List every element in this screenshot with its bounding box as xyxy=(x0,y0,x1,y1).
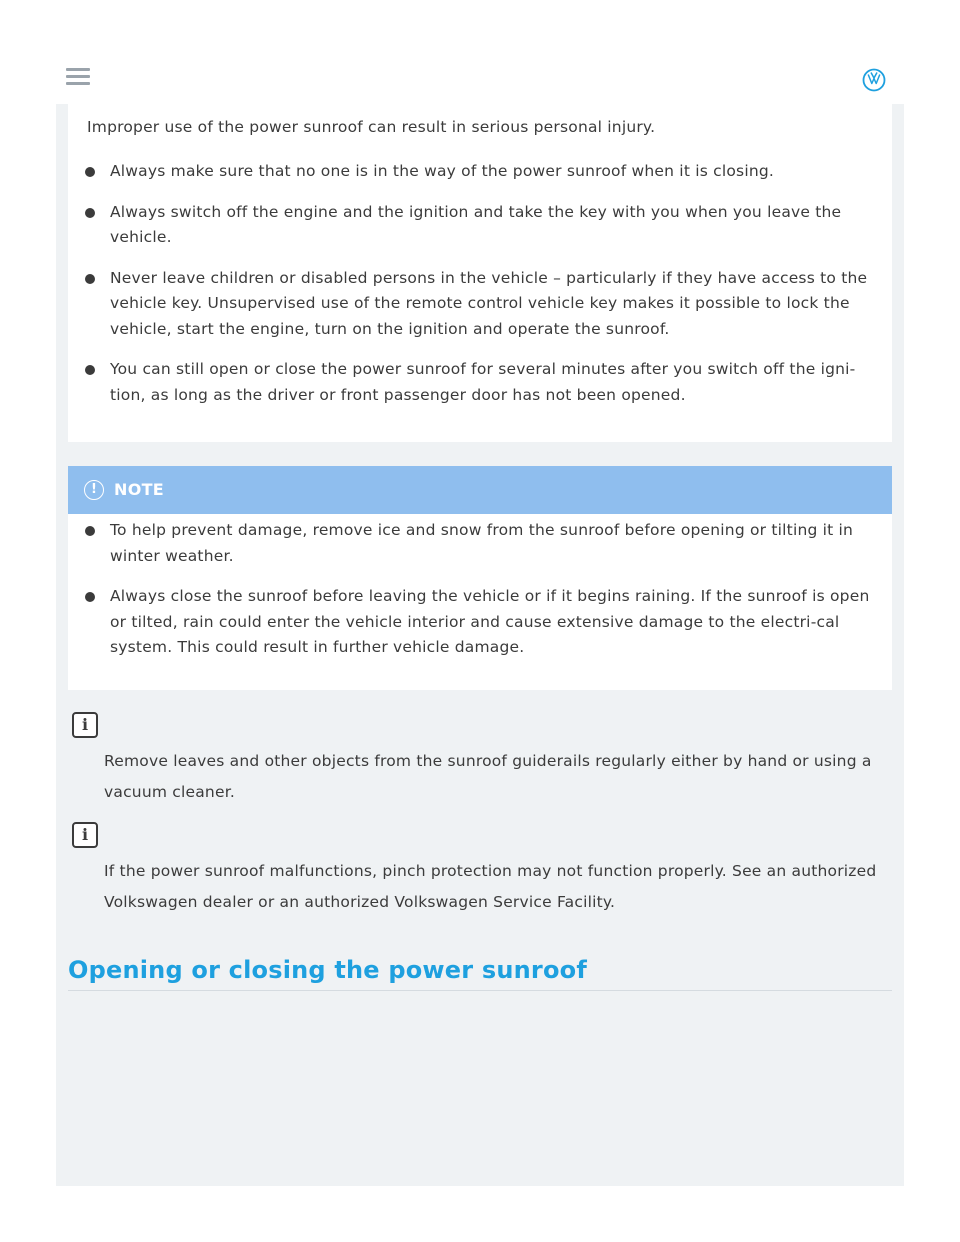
warning-panel xyxy=(68,104,892,442)
list-item: Always make sure that no one is in the way of the power sunroof when it is closing. xyxy=(68,159,892,185)
info-text: If the power sunroof malfunctions, pinch protection may not function properly. See an authorized Volkswagen dealer or an authorized Volkswagen Service Facility. xyxy=(104,862,877,911)
info-text: Remove leaves and other objects from the sunroof guiderails regularly either by hand or using a vacuum cleaner. xyxy=(104,752,872,801)
note-title: NOTE xyxy=(114,480,165,499)
top-bar xyxy=(56,0,904,106)
manual-content xyxy=(56,104,904,1186)
warning-intro: Improper use of the power sunroof can result in serious personal injury. xyxy=(87,118,656,136)
info-icon: i xyxy=(72,712,98,738)
note-header xyxy=(68,466,892,514)
info-icon: i xyxy=(72,822,98,848)
note-list xyxy=(68,518,892,676)
hamburger-menu-icon[interactable] xyxy=(66,68,90,88)
vw-logo-icon[interactable] xyxy=(862,68,886,92)
list-item: Always close the sunroof before leaving the vehicle or if it begins raining. If the sunroof is open or tilted, rain could enter the vehicle interior and cause extensive damage to the electri-cal system. This could result in further vehicle damage. xyxy=(68,584,892,661)
list-item: Never leave children or disabled persons in the vehicle – particularly if they have access to the vehicle key. Unsupervised use of the remote control vehicle key makes it possible to lock the vehicle, start the engine, turn on the ignition and operate the sunroof. xyxy=(68,266,892,343)
list-item: You can still open or close the power sunroof for several minutes after you switch off the igni-tion, as long as the driver or front passenger door has not been opened. xyxy=(68,357,892,408)
list-item: Always switch off the engine and the ignition and take the key with you when you leave the vehicle. xyxy=(68,200,892,251)
exclamation-circle-icon: ! xyxy=(84,480,104,500)
note-panel xyxy=(68,466,892,690)
section-heading: Opening or closing the power sunroof xyxy=(68,956,892,991)
warning-list xyxy=(68,159,892,423)
list-item: To help prevent damage, remove ice and snow from the sunroof before opening or tilting it in winter weather. xyxy=(68,518,892,569)
